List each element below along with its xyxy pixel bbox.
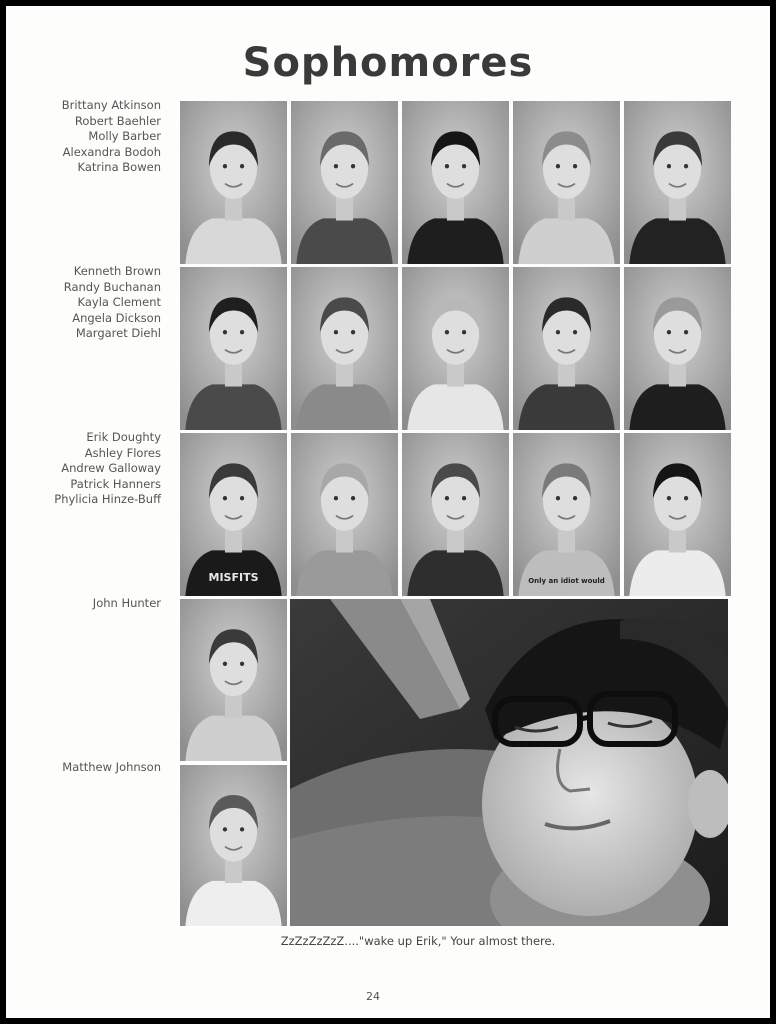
name-list-row-3 [54, 430, 161, 508]
student-name: Kayla Clement [77, 295, 161, 310]
student-portrait [180, 765, 287, 926]
student-portrait [513, 267, 620, 430]
student-portrait [513, 433, 620, 596]
student-name: Phylicia Hinze-Buff [54, 492, 161, 507]
shirt-text-misfits: MISFITS [208, 571, 259, 584]
student-name: Randy Buchanan [63, 279, 161, 294]
name-list-row-4 [93, 596, 161, 612]
name-list-row-5 [62, 760, 161, 776]
student-portrait [291, 101, 398, 264]
student-portrait [402, 433, 509, 596]
student-name: Ashley Flores [84, 445, 161, 460]
student-name: Kenneth Brown [73, 264, 161, 278]
student-name: Patrick Hanners [70, 476, 161, 491]
student-portrait [180, 267, 287, 430]
student-portrait [180, 433, 287, 596]
student-portrait [624, 433, 731, 596]
name-list-row-2 [64, 264, 161, 342]
student-name: Robert Baehler [74, 113, 161, 128]
student-name: John Hunter [92, 596, 161, 610]
student-name: Molly Barber [88, 129, 161, 144]
student-portrait [291, 267, 398, 430]
candid-photo-image [290, 599, 728, 926]
shirt-text-idiot: Only an idiot would [528, 577, 605, 585]
student-portrait [291, 433, 398, 596]
photo-caption: ZzZzZzZzZ...."wake up Erik," Your almost there. [280, 934, 556, 948]
student-name: Andrew Galloway [61, 461, 161, 476]
student-portrait [513, 101, 620, 264]
student-name: Angela Dickson [72, 310, 161, 325]
name-list-row-1 [62, 98, 161, 176]
student-name: Alexandra Bodoh [62, 144, 161, 159]
student-name: Margaret Diehl [75, 326, 161, 341]
candid-photo-sleeping-student [290, 599, 728, 926]
student-portrait [180, 101, 287, 264]
student-portrait [402, 267, 509, 430]
student-portrait [402, 101, 509, 264]
student-name: Erik Doughty [86, 430, 161, 444]
student-portrait [180, 599, 287, 761]
student-name: Brittany Atkinson [61, 98, 161, 112]
page-title: Sophomores [242, 40, 534, 86]
student-portrait [624, 267, 731, 430]
page-number: 24 [366, 990, 380, 1003]
student-name: Katrina Bowen [77, 160, 161, 175]
student-name: Matthew Johnson [62, 760, 161, 774]
student-portrait [624, 101, 731, 264]
